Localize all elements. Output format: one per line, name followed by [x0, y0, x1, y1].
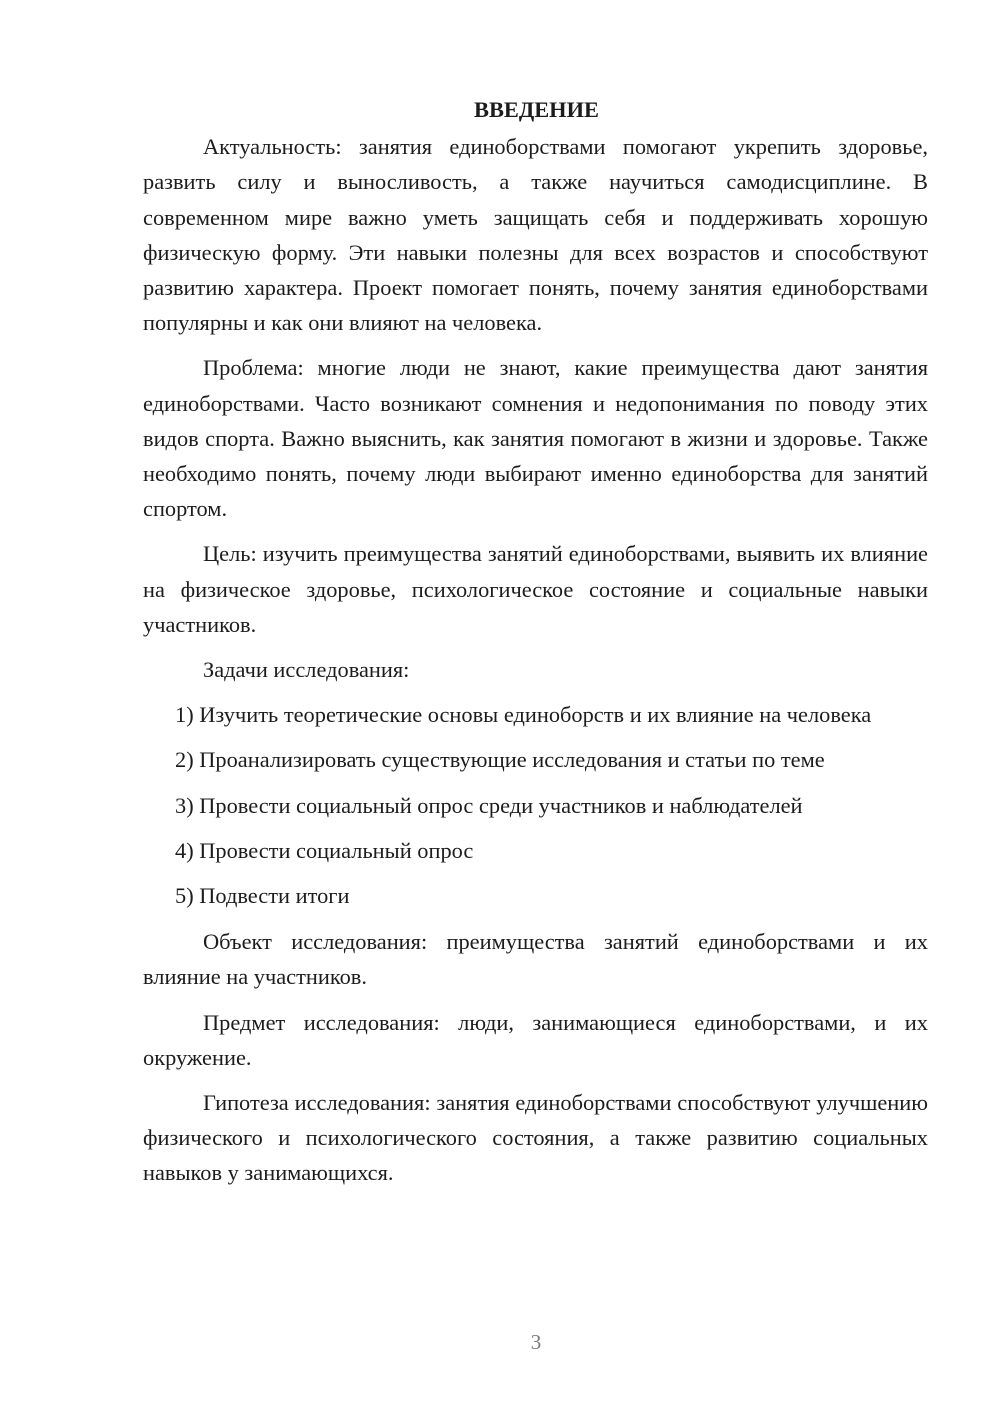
- tasks-list: [143, 697, 928, 913]
- paragraph-problem: Проблема: многие люди не знают, какие преимущества дают занятия единоборствами. Часто возникают сомнения и недопонимания по поводу этих видов спорта. Важно выяснить, как занятия помогают в жизни и здоровье. Также необходимо понять, почему люди выбирают именно единоборства для занятий спортом.: [143, 355, 928, 522]
- paragraph-relevance: Актуальность: занятия единоборствами помогают укрепить здоровье, развить силу и выносливость, а также научиться самодисциплине. В современном мире важно уметь защищать себя и поддерживать хорошую физическую форму. Эти навыки полезны для всех возрастов и способствуют развитию характера. Проект помогает понять, почему занятия единоборствами популярны и как они влияют на человека.: [143, 134, 928, 336]
- paragraph-object: Объект исследования: преимущества занятий единоборствами и их влияние на участников.: [143, 929, 928, 990]
- page-number: 3: [530, 1330, 542, 1354]
- list-item: 5) Подвести итоги: [175, 883, 350, 909]
- paragraph-hypothesis: Гипотеза исследования: занятия единоборствами способствуют улучшению физического и психологического состояния, а также развитию социальных навыков у занимающихся.: [143, 1090, 928, 1186]
- list-item: 1) Изучить теоретические основы единоборств и их влияние на человека: [175, 702, 872, 728]
- document-page: [143, 92, 928, 1191]
- paragraph-goal: Цель: изучить преимущества занятий единоборствами, выявить их влияние на физическое здоровье, психологическое состояние и социальные навыки участников.: [143, 541, 928, 637]
- list-item: 4) Провести социальный опрос: [175, 837, 474, 863]
- tasks-heading: Задачи исследования:: [203, 657, 410, 683]
- list-item: 2) Проанализировать существующие исследования и статьи по теме: [175, 747, 825, 773]
- section-title: ВВЕДЕНИЕ: [474, 97, 599, 122]
- paragraph-subject: Предмет исследования: люди, занимающиеся единоборствами, и их окружение.: [143, 1009, 928, 1070]
- list-item: 3) Провести социальный опрос среди участников и наблюдателей: [175, 792, 803, 818]
